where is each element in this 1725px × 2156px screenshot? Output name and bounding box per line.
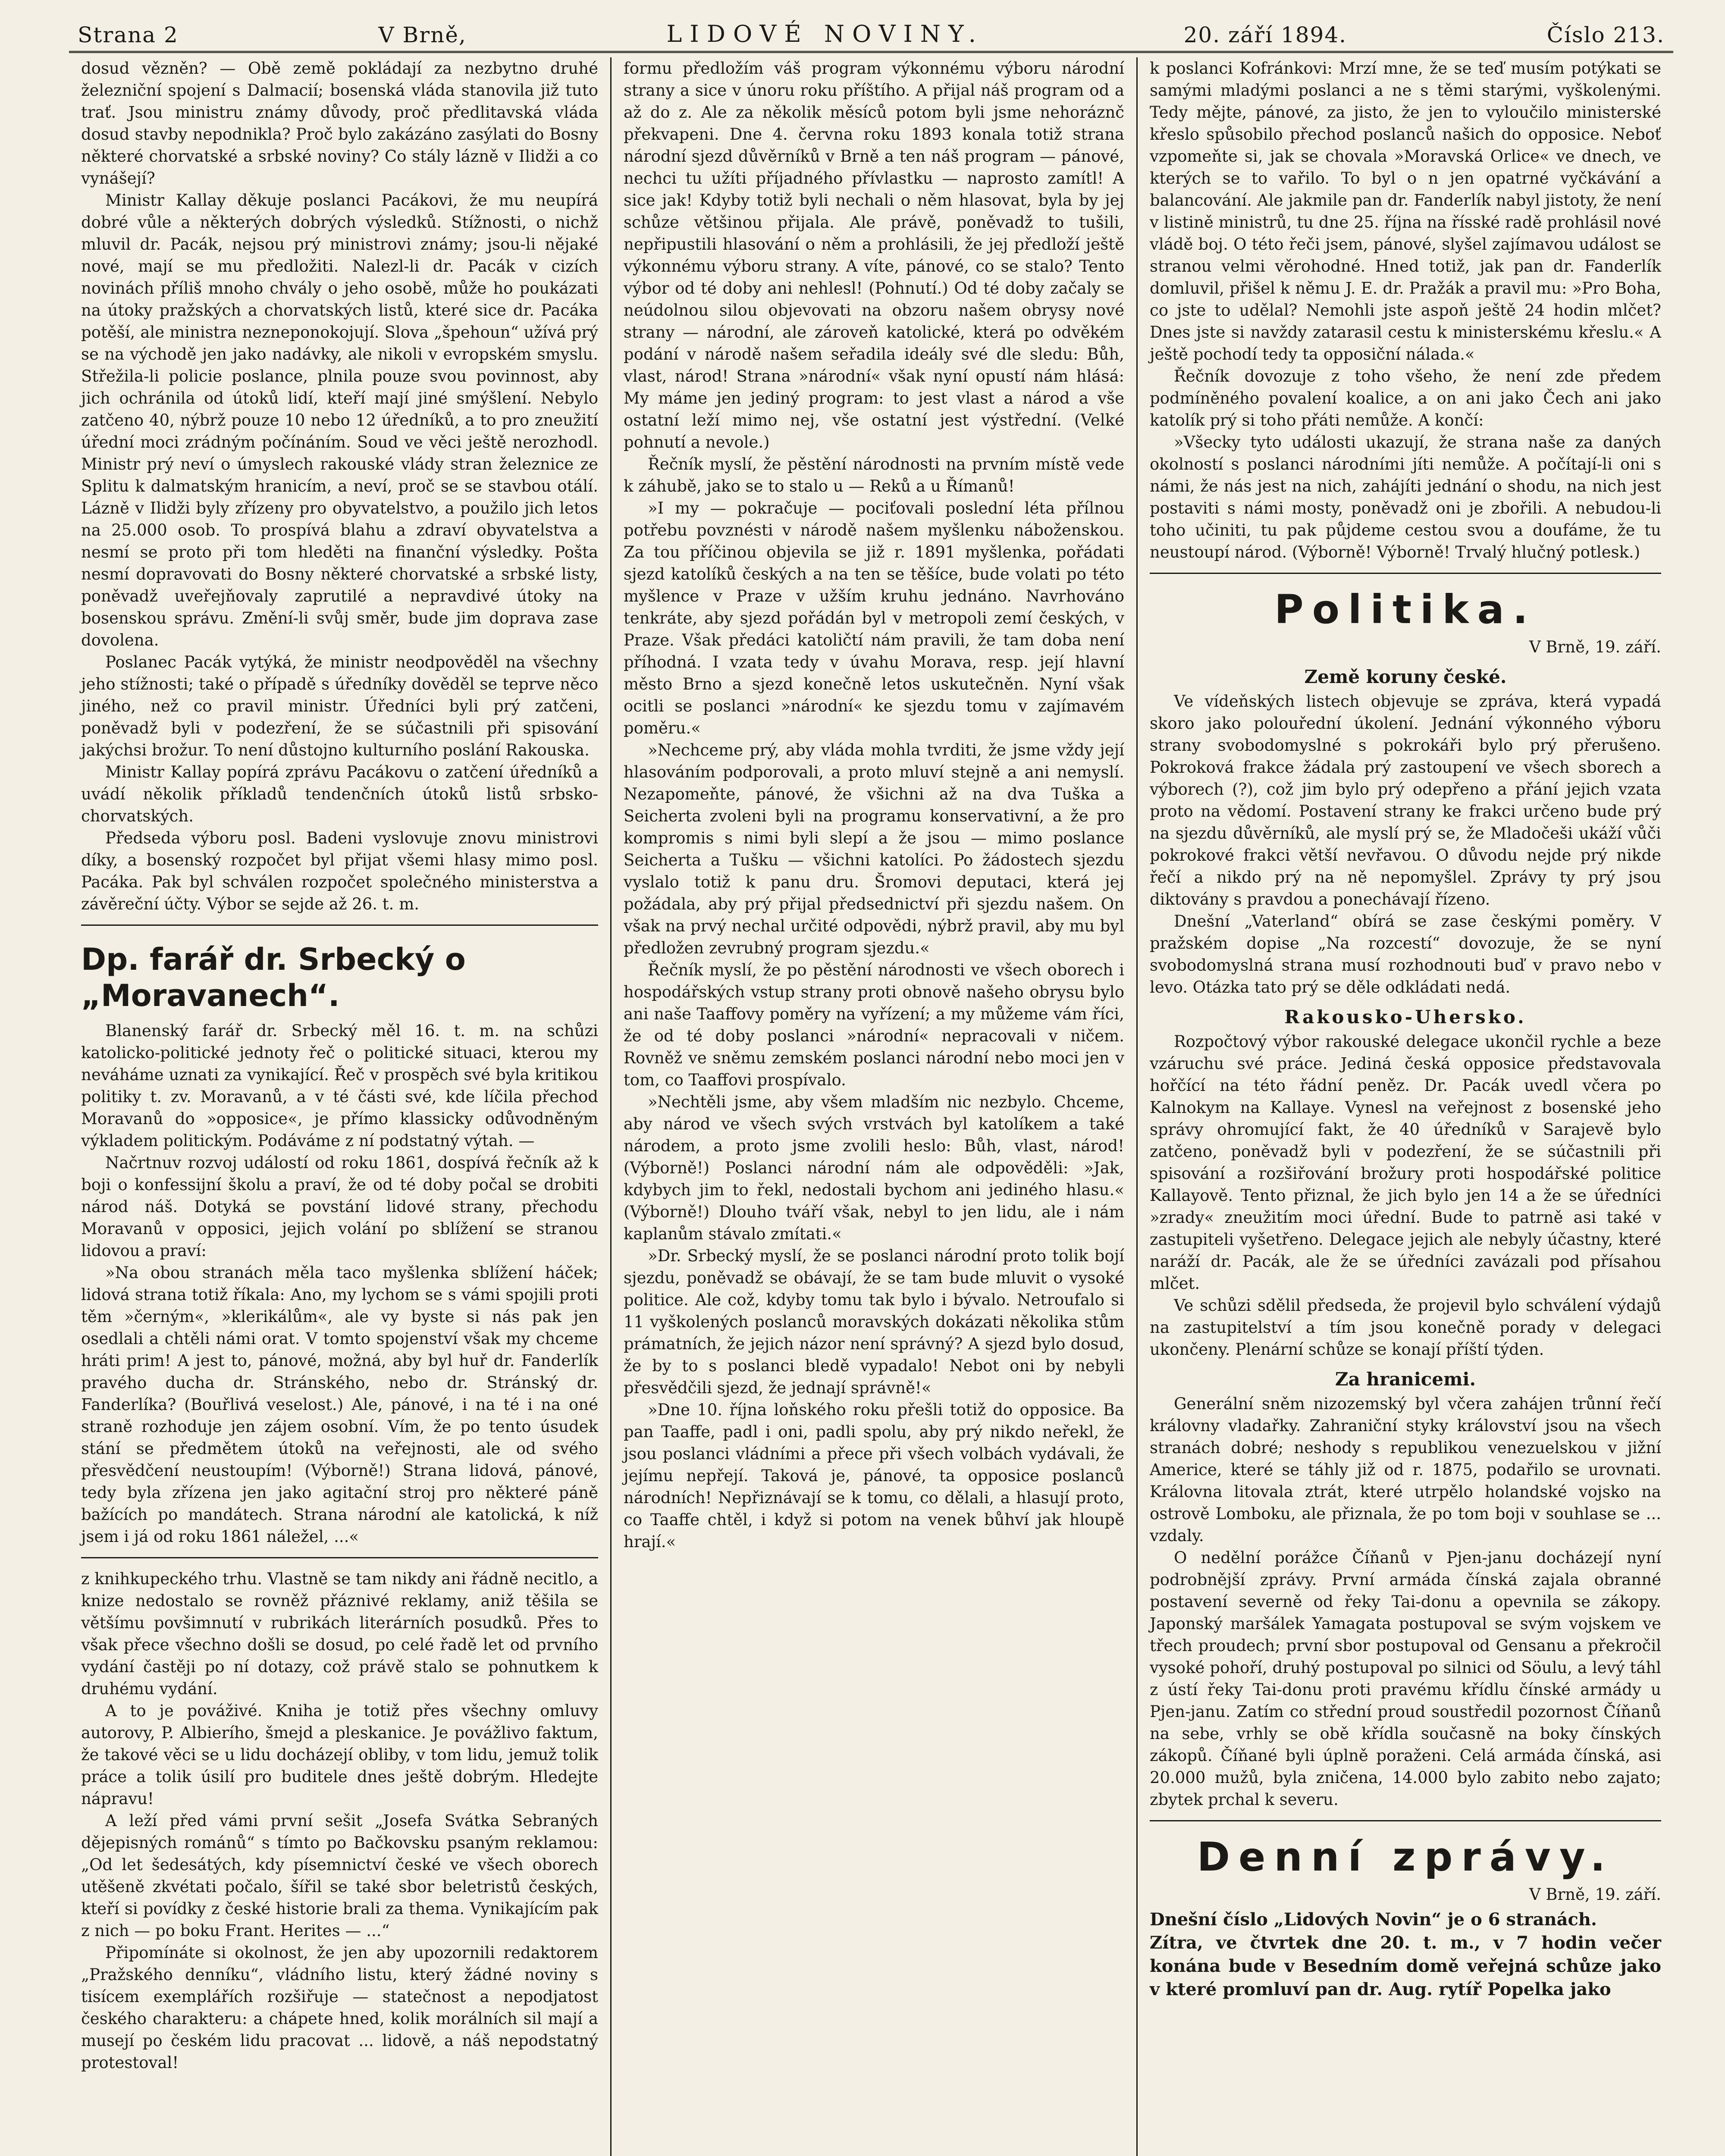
paragraph: Řečník dovozuje z toho všeho, že není zde předem podmíněného povalení koalice, a on ani jako Čech ani jako katolík prý si toho přáti nemůže. A končí: [1150,367,1661,429]
paragraph: Řečník myslí, že po pěstění národnosti ve všech oborech i hospodářských vstup strany proti obnově našeho obrysu bylo ani naše Taaffovy poměry na vyřízení; a my můžeme vám říci, že od té doby poslanci »národní« nepracovali v ničem. Rovněž ve sněmu zemském poslanci národní nebo moci jen v tom, co Taaffovi prospívalo. [624,961,1124,1089]
column-1 [69,57,610,2156]
section-title-denni-zpravy: Denní zprávy. [1197,1834,1614,1880]
paragraph: »Všecky tyto události ukazují, že strana naše za daných okolností s poslanci národními jíti nemůže. A počítají-li oni s námi, že nás jest na nich, zahájíti jednání o shodu, na nich jest postaviti s námi mosty, poněvadž oni je zbořili. A nebudou-li toho učiniti, tu pak půjdeme cestou svou a doufáme, že tu neustoupí národ. (Výborně! Výborně! Trvalý hlučný potlesk.) [1150,433,1661,561]
article-headline: Dp. farář dr. Srbecký o „Moravanech“. [81,942,466,1013]
paragraph: »Nechtěli jsme, aby všem mladším nic nezbylo. Chceme, aby národ ve všech svých vrstvách byl katolíkem a také národem, a proto jsme zvolili heslo: Bůh, vlast, národ! (Výborně!) Poslanci národní nám ale odpověděli: »Jak, kdybych jim to řekl, nedostali bychom ani jediného hlasu.« (Výborně!) Dlouho tváří však, nebyl to jen lidu, ale i nám kaplanům stávalo zmítati.« [624,1093,1124,1243]
paragraph: z knihkupeckého trhu. Vlastně se tam nikdy ani řádně necitlo, a knize nedostalo se rovněž přáznivé reklamy, aniž těšila se většímu povšimnutí v rubrikách literárních posudků. Přes to však přece všechno došli se dosud, po celé řadě let od prvního vydání častěji po ní dotazy, což právě stalo se pohnutkem k druhému vydání. [81,1570,598,1698]
section-divider [1150,573,1661,574]
paragraph: k poslanci Kofránkovi: Mrzí mne, že se teď musím potýkati se samými mladými poslanci a ne s těmi starými, vyškolenými. Tedy mějte, pánové, za jisto, že jen to vyloučilo ministerské křeslo spůsobilo přechod poslanců našich do opposice. Neboť vzpomeňte si, jak se chovala »Moravská Orlice« ve dnech, ve kterých se to vařilo. To byl o n jen opatrné vyčkávání a balancování. Ale jakmile pan dr. Fanderlík nabyl jistoty, že není v listině ministrů, tu dne 25. října na řísské radě prohlásil nové vládě boj. O této řeči jsem, pánové, slyšel zajímavou událost se stranou velmi věrohodné. Hned totiž, jak pan dr. Fanderlík domluvil, přišel k němu J. E. dr. Pražák a pravil mu: »Pro Boha, co jste to udělal? Nemohli jste aspoň ještě 24 hodin mlčet? Dnes jste si navždy zatarasil cestu k ministerskému křeslu.« A ještě pochodí tedy ta opposiční nálada.« [1150,59,1661,364]
paragraph: Ve vídeňských listech objevuje se zpráva, která vypadá skoro jako polouřední úkolení. Jednání výkonného výboru strany svobodomyslné s pokrokáři bylo prý přerušeno. Pokroková frakce žádala prý zastoupení ve všech sborech a výborech (?), což jim bylo prý odepřeno a přání jejich vzata proto na vědomí. Postavení strany ke frakci určeno bude prý na sjezdu důvěrníků, ale myslí prý se, že Mladočeši ukáží vůči pokrokové frakci větší nevřavou. O důvodu nejde prý nikde řečí a nikdo prý na ně nepomyšlel. Zprávy ty prý jsou diktovány s pravdou a ponechávají řízeno. [1150,692,1661,909]
subsection-title: Za hranicemi. [1335,1369,1476,1390]
section-title-politika: Politika. [1274,586,1537,633]
paragraph: formu předložím váš program výkonnému výboru národní strany a sice v únoru roku příštího. A přijal náš program od a až do z. Ale za několik měsíců potom byli jsme nehoráznč překvapeni. Dne 4. června roku 1893 konala totiž strana národní sjezd důvěrníků v Brně a ten náš program — pánové, nechci tu užíti příjadného přívlastku — naprosto zamítl! A sice jak! Kdyby totiž byli nechali o něm hlasovat, byla by jej schůze většinou přijala. Ale právě, poněvadž to tušili, nepřipustili hlasování o něm a prohlásili, že jej předloží ještě výkonnému výboru strany. A víte, pánové, co se stalo? Tento výbor od té doby ani nehlesl! (Pohnutí.) Od té doby začaly se neúdolnou silou objevovati na obzoru našem obrysy nové strany — národní, ale zároveň katolické, která po odvěkém podání v národě našem seřadila ideály své dle sledu: Bůh, vlast, národ! Strana »národní« však nyní opustí nám hlásá: My máme jen jediný program: to jest vlast a národ a vše ostatní leží mimo nej, vše ostatní jest výstřední. (Velké pohnutí a nevole.) [624,59,1124,451]
subsection-title: Země koruny české. [1304,666,1507,687]
paragraph: Předseda výboru posl. Badeni vyslovuje znovu ministrovi díky, a bosenský rozpočet byl přijat všemi hlasy mimo posl. Pacáka. Pak byl schválen rozpočet společného ministerstva a závěreční účty. Výbor se sejde až 26. t. m. [81,829,598,913]
paragraph: »Dne 10. října loňského roku přešli totiž do opposice. Ba pan Taaffe, padl i oni, padli spolu, aby prý nikdo neřekl, že jsou poslanci vládními a přece při všech volbách vydávali, že jejímu nepřejí. Taková je, pánové, ta opposice poslanců národních! Nepřiznávají se k tomu, co dělali, a hlasují proto, co Taaffe chtěl, i když si potom na venek bůhví jak hloupě hrají.« [624,1401,1124,1551]
paragraph: Načrtnuv rozvoj událostí od roku 1861, dospívá řečník až k boji o konfessijní školu a praví, že od té doby počal se drobiti národ náš. Dotyká se povstání lidové strany, přechodu Moravanů v opposici, jejich volání po sblížení se stranou lidovou a praví: [81,1153,598,1260]
paragraph: Generální sněm nizozemský byl včera zahájen trůnní řečí královny vladařky. Zahraniční styky království jsou na všech stranách dobré; neshody s republikou venezuelskou v jižní Americe, které se táhly již od r. 1875, podařilo se urovnati. Královna litovala ztrát, které utrpělo holandské vojsko na ostrově Lomboku, ale přiznala, že po tom boji v souhlase se ... vzdaly. [1150,1395,1661,1545]
paragraph: »Na obou stranách měla taco myšlenka sblížení háček; lidová strana totiž říkala: Ano, my lychom se s vámi spojili proti těm »černým«, »klerikálům«, ale vy byste si nás pak jen osedlali a chtěli námi orat. V tomto spojenství však my chceme hráti prim! A jest to, pánové, možná, aby byl huř dr. Fanderlík pravého ducha dr. Stránského, nebo dr. Stránský dr. Fanderlíka? (Bouřlivá veselost.) Ale, pánové, i na té i na oné straně rozhoduje jen zájem osobní. Vím, že po tento úsudek stání se předmětem útoků na veřejnosti, ale od svého přesvědčení neustoupím! (Výborně!) Strana lidová, pánové, tedy byla zřízena jen jako agitační stroj pro některé páně bažících po mandátech. Strana národní ale katolická, k níž jsem i já od roku 1861 náležel, ...« [81,1263,598,1546]
place-label: V Brně, [378,22,467,47]
issue-date: 20. září 1894. [1183,22,1347,47]
subsection-title: Rakousko-Uhersko. [1284,1006,1527,1028]
paragraph: Připomínáte si okolnost, že jen aby upozornili redaktorem „Pražského denníku“, vládního listu, který žádné noviny s tisícem exemplářích rozšiřuje — statečnost a nepodjatost českého charakteru: a chápete hned, kolik morálních sil mají a musejí po českém lidu pracovat ... lidově, a náš nepodstatný protestoval! [81,1943,598,2072]
masthead [69,17,1673,47]
page-label: Strana 2 [78,22,179,47]
paragraph: Ministr Kallay děkuje poslanci Pacákovi, že mu neupírá dobré vůle a některých dobrých výsledků. Stížnosti, o nichž mluvil dr. Pacák, nejsou prý ministrovi známy; jsou-li nějaké nové, mají se mu předložiti. Nalezl-li dr. Pacák v cizích novinách příliš mnoho chvály o jeho osobě, může ho poukázati na útoky pražských a chorvatských listů, které sice dr. Pacáka potěší, ale ministra nezneponokojují. Slova „špehoun“ užívá prý se na východě jen jako nadávky, ale nikoli v evropském smyslu. Střežila-li policie poslance, plnila pouze svou povinnost, aby jich ochránila od útoků lidí, kteří mají jiné smýšlení. Nebylo zatčeno 40, nýbrž pouze 10 nebo 12 úředníků, a to pro zneužití úřední moci zrádným počínáním. Soud ve věci ještě nerozhodl. Ministr prý neví o úmyslech rakouské vlády stran železnice ze Splitu k dalmatským hranicím, a neví, proč se se stavbou otálí. Lázně v Ilidži byly zřízeny pro obyvatelstvo, a použilo jich letos na 25.000 osob. To prospívá blahu a zdraví obyvatelstva a nesmí se proto při tom hleděti na finanční výsledky. Pošta nesmí dopravovati do Bosny některé chorvatské a srbské listy, poněvadž uveřejňovaly zaprutilé a nepravdivé útoky na bosenskou správu. Změní-li svůj směr, bude jim doprava zase dovolena. [81,191,598,649]
article-divider [81,924,598,926]
paragraph: »Nechceme prý, aby vláda mohla tvrditi, že jsme vždy její hlasováním podporovali, a proto mluví stejně a ani nemyslí. Nezapomeňte, pánové, že všichni až na dva Tuška a Seicherta zvoleni byli na programu konservativní, a že pro kompromis s nimi byli slepí a že jsou — mimo poslance Seicherta a Tušku — všichni katolíci. Po žádostech sjezdu vyslalo totiž k panu dru. Šromovi deputaci, která jej požádala, aby prý přijal předsednictví při sjezdu našem. On však na prvý nechal určité odpovědi, nýbrž pravil, aby mu byl předložen zevrubný program sjezdu.« [624,741,1124,957]
dateline: V Brně, 19. září. [1529,1885,1661,1904]
paragraph: »I my — pokračuje — pociťovali poslední léta přílnou potřebu povznésti v národě našem myšlenku náboženskou. Za tou příčinou objevila se již r. 1891 myšlenka, pořádati sjezd katolíků českých a na ten se těšíce, bude volati po této myšlence v Praze v užším kruhu jednáno. Navrhováno tenkráte, aby sjezd pořádán byl v metropoli zemí českých, v Praze. Však předáci katoličtí nám pravili, že tam doba není příhodná. I vzata tedy v úvahu Morava, resp. její hlavní město Brno a sjezd konečně letos uskutečněn. Nyní však ocitli se poslanci »národní« ke sjezdu tomu v zajímavém poměru.« [624,499,1124,737]
column-3 [1136,57,1673,2156]
newspaper-page [69,17,1673,2156]
article-divider [81,1557,598,1558]
paragraph: Poslanec Pacák vytýká, že ministr neodpověděl na všechny jeho stížnosti; také o případě s úředníky dověděl se teprve něco jiného, než co pravil ministr. Úředníci byli prý zatčeni, poněvadž byli v podezření, že se súčastnili při spisování jakýchsi brožur. To není důstojno kulturního poslání Rakouska. [81,653,598,759]
paragraph: Ministr Kallay popírá zprávu Pacákovu o zatčení úředníků a uvádí několik příkladů tendenčních útoků listů srbsko-chorvatských. [81,763,598,825]
paragraph: Ve schůzi sdělil předseda, že projevil bylo schválení výdajů na zastupitelství a tím jsou konečně porady v delegaci ukončeny. Plenární schůze se konají příští týden. [1150,1296,1661,1359]
paragraph: Dnešní „Vaterland“ obírá se zase českými poměry. V pražském dopise „Na rozcestí“ dovozuje, že se nyní svobodomyslná strana musí rozhodnouti buď v pravo nebo v levo. Otázka tato prý se děle odkládati nedá. [1150,912,1661,997]
paragraph: A leží před vámi první sešit „Josefa Svátka Sebraných dějepisných románů“ s tímto po Bačkovsku psaným reklamou: „Od let šedesátých, kdy písemnictví české ve všech oborech utěšeně zkvétati počalo, šířil se také sbor beletristů českých, kteří si povídky z české historie brali za thema. Vynikajícím pak z nich — po boku Frant. Herites — ...“ [81,1811,598,1940]
paragraph: A to je pováživé. Kniha je totiž přes všechny omluvy autorovy, P. Albierího, šmejd a pleskanice. Je povážlivo faktum, že takové věci se u lidu docházejí obliby, v tom lidu, jemuž tolik práce a tolik úsilí pro buditele dnes ještě dobrým. Hledejte nápravu! [81,1702,598,1808]
columns [69,57,1673,2156]
lead-paragraph: Zítra, ve čtvrtek dne 20. t. m., v 7 hodin večer konána bude v Besedním domě veřejná schůze jako v které promluví pan dr. Aug. rytíř Popelka jako [1150,1933,1661,1999]
paragraph: Rozpočtový výbor rakouské delegace ukončil rychle a beze vzáruchu své práce. Jediná česká opposice představovala hořčící na této řádní peněz. Dr. Pacák uvedl včera po Kalnokym na Kallaye. Vynesl na veřejnost z bosenské jeho správy ohromující fakt, že 40 úředníků v Sarajevě bylo zatčeno, poněvadž byli v podezření, že se súčastnili při spisování a rozšiřování brožury proti hospodářské politice Kallayově. Tento přiznal, že jich bylo jen 14 a že se úředníci »zrady« zneužitím moci úřední. Bude to patrně asi také v zastupiteli vyšetřeno. Delegace jejich ale nebyly účastny, které naráží dr. Pacák, ale že se úředníci zavázali pod přísahou mlčet. [1150,1032,1661,1293]
paragraph: »Dr. Srbecký myslí, že se poslanci národní proto tolik bojí sjezdu, poněvadž se obávají, že se tam bude mluvit o vysoké politice. Ale což, kdyby tomu tak bylo i bývalo. Netroufalo si 11 vyškolených poslanců moravských dokázati několika stům prámatních, že jejich názor není správný? A sjezd bylo dosud, že by to s poslanci bledě vypadalo! Nebot oni by nebyli přesvědčili sjezd, že jednají správně!« [624,1247,1124,1397]
newspaper-title: LIDOVÉ NOVINY. [666,20,984,47]
paragraph: O nedělní porážce Číňanů v Pjen-janu docházejí nyní podrobnější zprávy. První armáda čínská zajala obranné postavení severně od řeky Tai-donu a opevnila se zákopy. Japonský maršálek Yamagata postupoval se svým vojskem ve třech proudech; první sbor postupoval od Gensanu a překročil vysoké pohoří, druhý postupoval po silnici od Söulu, a levý táhl z ústí řeky Tai-donu proti pravému křídlu čínské armády u Pjen-janu. Zatím co střední proud soustředil pozornost Číňanů na sebe, vrhly se obě křídla současně na boky čínských zákopů. Číňané byli úplně poraženi. Celá armáda čínská, asi 20.000 mužů, byla zničena, 14.000 bylo zabito nebo zajato; zbytek prchal k severu. [1150,1548,1661,1809]
dateline: V Brně, 19. září. [1529,638,1661,656]
paragraph: dosud vězněn? — Obě země pokládají za nezbytno druhé železniční spojení s Dalmacií; bosenská vláda stanovila již tuto trať. Jsou ministru známy důvody, proč předlitavská vláda dosud stavby nepodnikla? Proč bylo zakázáno zasýlati do Bosny některé chorvatské a srbské noviny? Co stály lázně v Ilidži a co vynášejí? [81,59,598,188]
lead-paragraph: Dnešní číslo „Lidových Novin“ je o 6 stranách. [1150,1909,1597,1930]
masthead-rule [69,51,1673,53]
column-2 [610,57,1136,2156]
issue-number: Číslo 213. [1546,22,1665,47]
paragraph: Řečník myslí, že pěstění národnosti na prvním místě vede k záhubě, jako se to stalo u — Reků a u Římanů! [624,455,1124,495]
paragraph: Blanenský farář dr. Srbecký měl 16. t. m. na schůzi katolicko-politické jednoty řeč o politické situaci, kterou my neváháme uznati za vynikající. Řeč v prospěch své byla kritikou politiky t. zv. Moravanů, a v té části své, kde líčila přechod Moravanů do »opposice«, je přímo klassicky odůvodněným výkladem politickým. Podáváme z ní podstatný výtah. — [81,1022,598,1150]
section-divider [1150,1820,1661,1821]
